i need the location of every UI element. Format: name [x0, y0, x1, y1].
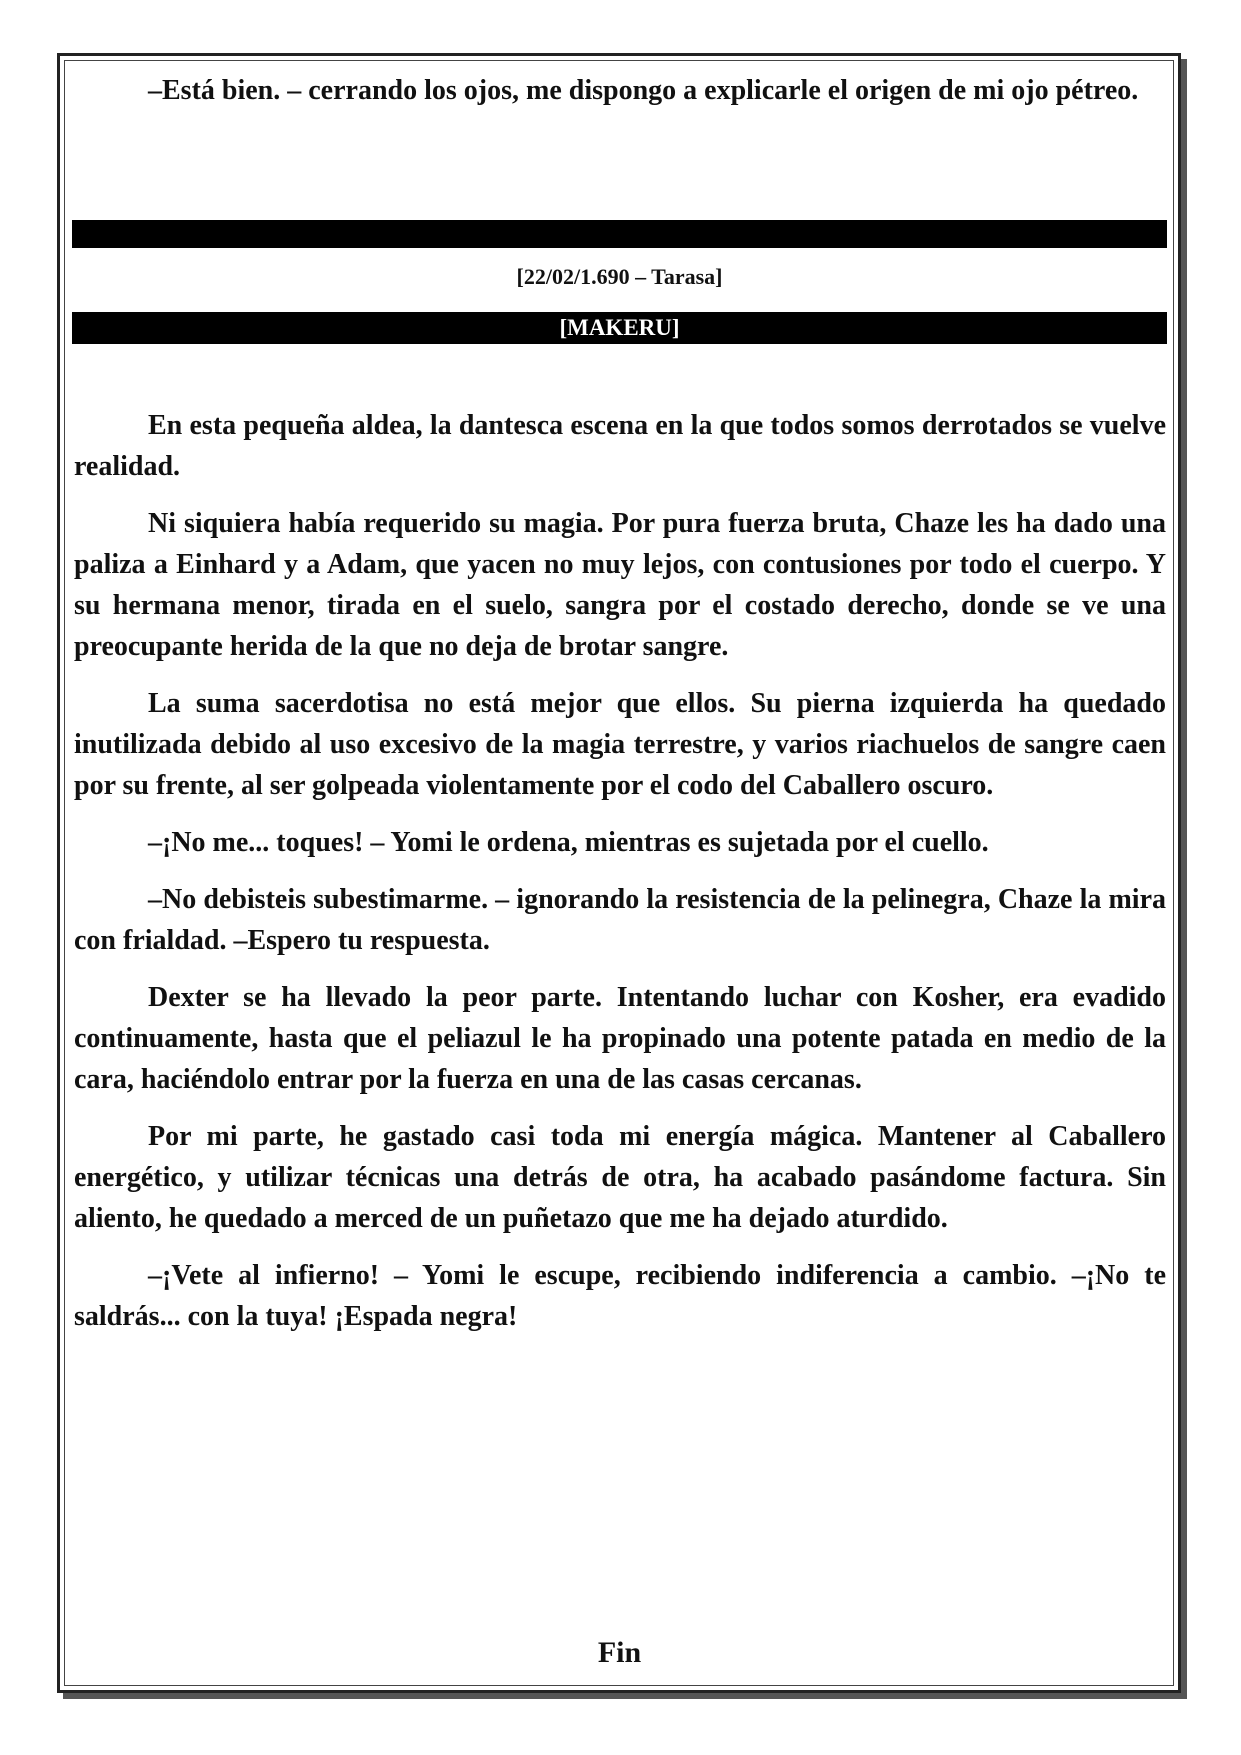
section-divider-bar: [72, 220, 1167, 248]
intro-section: [74, 70, 1166, 111]
scene-date-location: [22/02/1.690 – Tarasa]: [516, 264, 723, 289]
story-paragraph: Ni siquiera había requerido su magia. Por pura fuerza bruta, Chaze les ha dado una paliza a Einhard y a Adam, que yacen no muy lejos, con contusiones por todo el cuerpo. Y su hermana menor, tirada en el suelo, sangra por el costado derecho, donde se ve una preocupante herida de la que no deja de brotar sangre.: [74, 508, 1166, 662]
story-paragraph: –No debisteis subestimarme. – ignorando la resistencia de la pelinegra, Chaze la mira con frialdad. –Espero tu respuesta.: [74, 884, 1166, 956]
intro-paragraph: –Está bien. – cerrando los ojos, me dispongo a explicarle el origen de mi ojo pétreo.: [148, 75, 1139, 106]
story-paragraph: –¡No me... toques! – Yomi le ordena, mientras es sujetada por el cuello.: [148, 827, 989, 858]
scene-character-bar: [72, 312, 1167, 344]
story-paragraph: En esta pequeña aldea, la dantesca escena en la que todos somos derrotados se vuelve realidad.: [74, 410, 1166, 482]
story-paragraph: –¡Vete al infierno! – Yomi le escupe, recibiendo indiferencia a cambio. –¡No te saldrás... con la tuya! ¡Espada negra!: [74, 1260, 1166, 1332]
story-body: [74, 405, 1166, 1353]
scene-character-name: [MAKERU]: [559, 315, 680, 340]
story-paragraph: Por mi parte, he gastado casi toda mi energía mágica. Mantener al Caballero energético, y utilizar técnicas una detrás de otra, ha acabado pasándome factura. Sin aliento, he quedado a merced de un puñetazo que me ha dejado aturdido.: [74, 1121, 1166, 1234]
story-paragraph: Dexter se ha llevado la peor parte. Intentando luchar con Kosher, era evadido continuamente, hasta que el peliazul le ha propinado una potente patada en medio de la cara, haciéndolo entrar por la fuerza en una de las casas cercanas.: [74, 982, 1166, 1095]
story-paragraph: La suma sacerdotisa no está mejor que ellos. Su pierna izquierda ha quedado inutilizada debido al uso excesivo de la magia terrestre, y varios riachuelos de sangre caen por su frente, al ser golpeada violentamente por el codo del Caballero oscuro.: [74, 688, 1166, 801]
end-label: Fin: [597, 1636, 642, 1669]
